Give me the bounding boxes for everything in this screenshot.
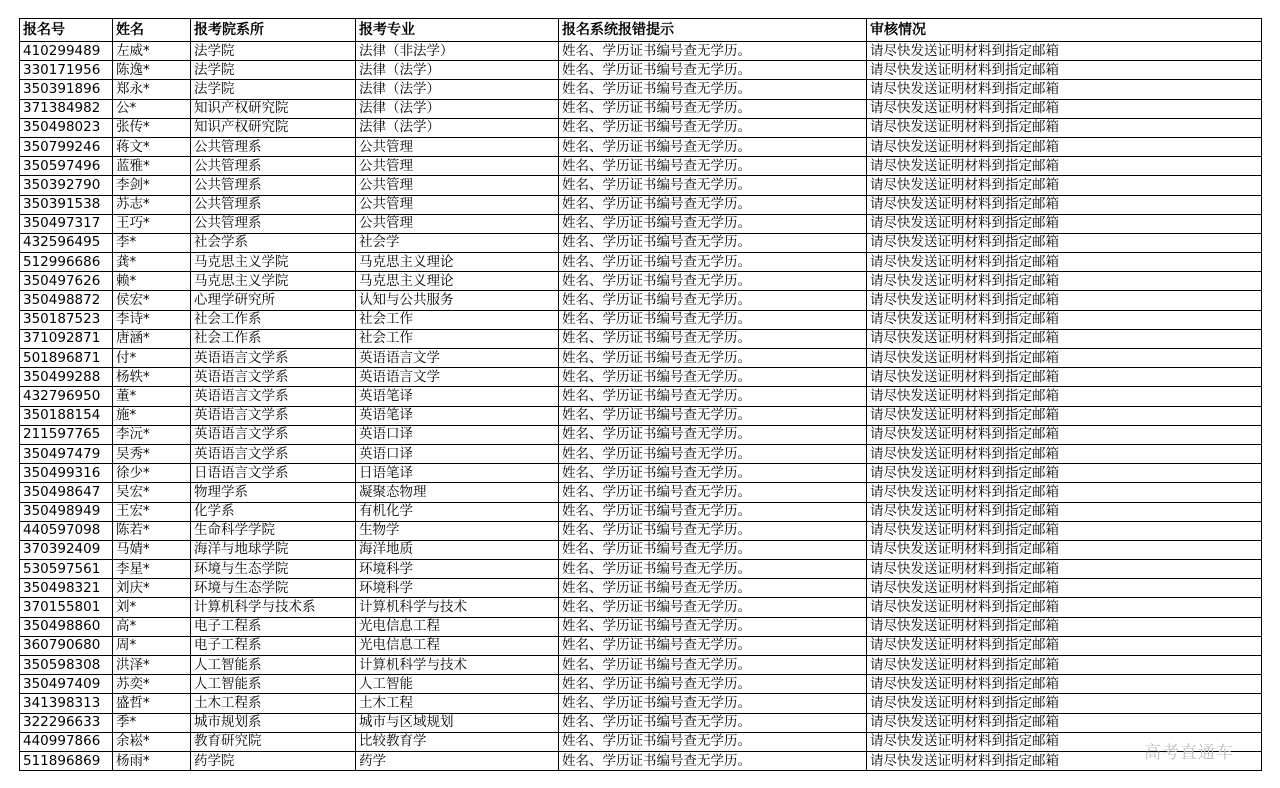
cell-name: 苏志* bbox=[113, 195, 191, 214]
cell-department: 海洋与地球学院 bbox=[191, 540, 356, 559]
cell-name: 徐少* bbox=[113, 464, 191, 483]
cell-department: 法学院 bbox=[191, 42, 356, 61]
table-row bbox=[20, 521, 1262, 540]
cell-major: 法律（法学） bbox=[356, 61, 559, 80]
cell-review-status: 请尽快发送证明材料到指定邮箱 bbox=[867, 540, 1262, 559]
table-row bbox=[20, 540, 1262, 559]
header-review-status: 审核情况 bbox=[867, 19, 1262, 42]
table-row bbox=[20, 579, 1262, 598]
cell-registration-number: 350497409 bbox=[20, 675, 113, 694]
cell-registration-number: 350391896 bbox=[20, 80, 113, 99]
cell-registration-number: 350498860 bbox=[20, 617, 113, 636]
table-row bbox=[20, 214, 1262, 233]
cell-error-message: 姓名、学历证书编号查无学历。 bbox=[559, 99, 867, 118]
cell-name: 苏奕* bbox=[113, 675, 191, 694]
cell-registration-number: 440997866 bbox=[20, 732, 113, 751]
applicant-table-container bbox=[19, 18, 1261, 771]
cell-registration-number: 322296633 bbox=[20, 713, 113, 732]
cell-registration-number: 350392790 bbox=[20, 176, 113, 195]
cell-name: 刘* bbox=[113, 598, 191, 617]
cell-major: 比较教育学 bbox=[356, 732, 559, 751]
table-row bbox=[20, 99, 1262, 118]
cell-registration-number: 512996686 bbox=[20, 253, 113, 272]
cell-registration-number: 350391538 bbox=[20, 195, 113, 214]
cell-name: 陈若* bbox=[113, 521, 191, 540]
cell-major: 公共管理 bbox=[356, 137, 559, 156]
cell-registration-number: 511896869 bbox=[20, 751, 113, 770]
cell-error-message: 姓名、学历证书编号查无学历。 bbox=[559, 406, 867, 425]
cell-name: 盛哲* bbox=[113, 694, 191, 713]
table-row bbox=[20, 751, 1262, 770]
cell-error-message: 姓名、学历证书编号查无学历。 bbox=[559, 732, 867, 751]
cell-department: 公共管理系 bbox=[191, 137, 356, 156]
cell-name: 郑永* bbox=[113, 80, 191, 99]
cell-major: 公共管理 bbox=[356, 157, 559, 176]
cell-review-status: 请尽快发送证明材料到指定邮箱 bbox=[867, 329, 1262, 348]
cell-review-status: 请尽快发送证明材料到指定邮箱 bbox=[867, 310, 1262, 329]
cell-major: 光电信息工程 bbox=[356, 636, 559, 655]
cell-review-status: 请尽快发送证明材料到指定邮箱 bbox=[867, 42, 1262, 61]
cell-name: 赖* bbox=[113, 272, 191, 291]
cell-name: 李* bbox=[113, 233, 191, 252]
header-name: 姓名 bbox=[113, 19, 191, 42]
cell-major: 社会学 bbox=[356, 233, 559, 252]
table-row bbox=[20, 42, 1262, 61]
cell-department: 马克思主义学院 bbox=[191, 272, 356, 291]
cell-name: 吴宏* bbox=[113, 483, 191, 502]
cell-name: 李诗* bbox=[113, 310, 191, 329]
cell-error-message: 姓名、学历证书编号查无学历。 bbox=[559, 540, 867, 559]
cell-department: 社会学系 bbox=[191, 233, 356, 252]
table-row bbox=[20, 387, 1262, 406]
cell-registration-number: 432596495 bbox=[20, 233, 113, 252]
cell-department: 计算机科学与技术系 bbox=[191, 598, 356, 617]
cell-error-message: 姓名、学历证书编号查无学历。 bbox=[559, 483, 867, 502]
cell-registration-number: 350188154 bbox=[20, 406, 113, 425]
cell-major: 土木工程 bbox=[356, 694, 559, 713]
cell-error-message: 姓名、学历证书编号查无学历。 bbox=[559, 598, 867, 617]
watermark: 高考直通车 bbox=[1144, 743, 1234, 763]
cell-name: 李剑* bbox=[113, 176, 191, 195]
cell-department: 化学系 bbox=[191, 502, 356, 521]
cell-department: 法学院 bbox=[191, 61, 356, 80]
table-row bbox=[20, 310, 1262, 329]
cell-department: 环境与生态学院 bbox=[191, 560, 356, 579]
cell-major: 英语笔译 bbox=[356, 387, 559, 406]
cell-error-message: 姓名、学历证书编号查无学历。 bbox=[559, 502, 867, 521]
cell-department: 英语语言文学系 bbox=[191, 406, 356, 425]
cell-major: 英语口译 bbox=[356, 444, 559, 463]
cell-registration-number: 350499288 bbox=[20, 368, 113, 387]
cell-department: 人工智能系 bbox=[191, 656, 356, 675]
cell-registration-number: 350497626 bbox=[20, 272, 113, 291]
cell-review-status: 请尽快发送证明材料到指定邮箱 bbox=[867, 598, 1262, 617]
cell-name: 施* bbox=[113, 406, 191, 425]
cell-major: 城市与区域规划 bbox=[356, 713, 559, 732]
cell-department: 知识产权研究院 bbox=[191, 99, 356, 118]
cell-department: 法学院 bbox=[191, 80, 356, 99]
cell-registration-number: 350498321 bbox=[20, 579, 113, 598]
cell-registration-number: 350498949 bbox=[20, 502, 113, 521]
cell-registration-number: 350598308 bbox=[20, 656, 113, 675]
cell-major: 认知与公共服务 bbox=[356, 291, 559, 310]
cell-error-message: 姓名、学历证书编号查无学历。 bbox=[559, 656, 867, 675]
table-row bbox=[20, 195, 1262, 214]
cell-review-status: 请尽快发送证明材料到指定邮箱 bbox=[867, 751, 1262, 770]
cell-error-message: 姓名、学历证书编号查无学历。 bbox=[559, 80, 867, 99]
cell-review-status: 请尽快发送证明材料到指定邮箱 bbox=[867, 176, 1262, 195]
cell-department: 电子工程系 bbox=[191, 636, 356, 655]
cell-name: 李星* bbox=[113, 560, 191, 579]
cell-name: 洪泽* bbox=[113, 656, 191, 675]
cell-registration-number: 350597496 bbox=[20, 157, 113, 176]
cell-registration-number: 530597561 bbox=[20, 560, 113, 579]
cell-review-status: 请尽快发送证明材料到指定邮箱 bbox=[867, 560, 1262, 579]
cell-review-status: 请尽快发送证明材料到指定邮箱 bbox=[867, 521, 1262, 540]
cell-review-status: 请尽快发送证明材料到指定邮箱 bbox=[867, 425, 1262, 444]
cell-registration-number: 370155801 bbox=[20, 598, 113, 617]
cell-major: 公共管理 bbox=[356, 214, 559, 233]
table-row bbox=[20, 483, 1262, 502]
cell-review-status: 请尽快发送证明材料到指定邮箱 bbox=[867, 656, 1262, 675]
cell-department: 物理学系 bbox=[191, 483, 356, 502]
header-row bbox=[20, 19, 1262, 42]
cell-review-status: 请尽快发送证明材料到指定邮箱 bbox=[867, 61, 1262, 80]
table-row bbox=[20, 253, 1262, 272]
table-header bbox=[20, 19, 1262, 42]
cell-review-status: 请尽快发送证明材料到指定邮箱 bbox=[867, 137, 1262, 156]
header-major: 报考专业 bbox=[356, 19, 559, 42]
cell-major: 英语口译 bbox=[356, 425, 559, 444]
cell-name: 唐涵* bbox=[113, 329, 191, 348]
table-row bbox=[20, 406, 1262, 425]
cell-error-message: 姓名、学历证书编号查无学历。 bbox=[559, 310, 867, 329]
table-body bbox=[20, 42, 1262, 771]
cell-review-status: 请尽快发送证明材料到指定邮箱 bbox=[867, 195, 1262, 214]
table-row bbox=[20, 137, 1262, 156]
cell-department: 生命科学学院 bbox=[191, 521, 356, 540]
cell-department: 人工智能系 bbox=[191, 675, 356, 694]
cell-registration-number: 211597765 bbox=[20, 425, 113, 444]
cell-department: 英语语言文学系 bbox=[191, 368, 356, 387]
cell-major: 英语语言文学 bbox=[356, 349, 559, 368]
cell-name: 张传* bbox=[113, 118, 191, 137]
cell-review-status: 请尽快发送证明材料到指定邮箱 bbox=[867, 483, 1262, 502]
cell-major: 日语笔译 bbox=[356, 464, 559, 483]
cell-name: 左威* bbox=[113, 42, 191, 61]
cell-error-message: 姓名、学历证书编号查无学历。 bbox=[559, 176, 867, 195]
cell-major: 英语笔译 bbox=[356, 406, 559, 425]
cell-error-message: 姓名、学历证书编号查无学历。 bbox=[559, 214, 867, 233]
cell-registration-number: 350187523 bbox=[20, 310, 113, 329]
cell-review-status: 请尽快发送证明材料到指定邮箱 bbox=[867, 406, 1262, 425]
cell-error-message: 姓名、学历证书编号查无学历。 bbox=[559, 349, 867, 368]
cell-review-status: 请尽快发送证明材料到指定邮箱 bbox=[867, 694, 1262, 713]
cell-review-status: 请尽快发送证明材料到指定邮箱 bbox=[867, 233, 1262, 252]
cell-error-message: 姓名、学历证书编号查无学历。 bbox=[559, 464, 867, 483]
cell-review-status: 请尽快发送证明材料到指定邮箱 bbox=[867, 157, 1262, 176]
cell-error-message: 姓名、学历证书编号查无学历。 bbox=[559, 253, 867, 272]
cell-department: 环境与生态学院 bbox=[191, 579, 356, 598]
cell-review-status: 请尽快发送证明材料到指定邮箱 bbox=[867, 387, 1262, 406]
cell-error-message: 姓名、学历证书编号查无学历。 bbox=[559, 425, 867, 444]
cell-review-status: 请尽快发送证明材料到指定邮箱 bbox=[867, 675, 1262, 694]
cell-review-status: 请尽快发送证明材料到指定邮箱 bbox=[867, 444, 1262, 463]
cell-error-message: 姓名、学历证书编号查无学历。 bbox=[559, 61, 867, 80]
cell-major: 药学 bbox=[356, 751, 559, 770]
cell-error-message: 姓名、学历证书编号查无学历。 bbox=[559, 579, 867, 598]
cell-major: 英语语言文学 bbox=[356, 368, 559, 387]
cell-major: 计算机科学与技术 bbox=[356, 598, 559, 617]
cell-department: 英语语言文学系 bbox=[191, 425, 356, 444]
cell-error-message: 姓名、学历证书编号查无学历。 bbox=[559, 272, 867, 291]
table-row bbox=[20, 636, 1262, 655]
cell-name: 董* bbox=[113, 387, 191, 406]
cell-review-status: 请尽快发送证明材料到指定邮箱 bbox=[867, 99, 1262, 118]
cell-review-status: 请尽快发送证明材料到指定邮箱 bbox=[867, 368, 1262, 387]
cell-review-status: 请尽快发送证明材料到指定邮箱 bbox=[867, 291, 1262, 310]
cell-error-message: 姓名、学历证书编号查无学历。 bbox=[559, 118, 867, 137]
cell-major: 公共管理 bbox=[356, 176, 559, 195]
table-row bbox=[20, 732, 1262, 751]
cell-registration-number: 350498023 bbox=[20, 118, 113, 137]
table-row bbox=[20, 118, 1262, 137]
cell-registration-number: 410299489 bbox=[20, 42, 113, 61]
cell-registration-number: 350799246 bbox=[20, 137, 113, 156]
cell-error-message: 姓名、学历证书编号查无学历。 bbox=[559, 195, 867, 214]
cell-name: 杨雨* bbox=[113, 751, 191, 770]
cell-major: 有机化学 bbox=[356, 502, 559, 521]
cell-error-message: 姓名、学历证书编号查无学历。 bbox=[559, 233, 867, 252]
cell-name: 马婧* bbox=[113, 540, 191, 559]
cell-department: 公共管理系 bbox=[191, 176, 356, 195]
cell-registration-number: 440597098 bbox=[20, 521, 113, 540]
cell-name: 龚* bbox=[113, 253, 191, 272]
cell-major: 社会工作 bbox=[356, 310, 559, 329]
cell-department: 公共管理系 bbox=[191, 157, 356, 176]
table-row bbox=[20, 368, 1262, 387]
cell-registration-number: 350499316 bbox=[20, 464, 113, 483]
cell-name: 杨轶* bbox=[113, 368, 191, 387]
cell-name: 蓝雅* bbox=[113, 157, 191, 176]
cell-error-message: 姓名、学历证书编号查无学历。 bbox=[559, 291, 867, 310]
table-row bbox=[20, 675, 1262, 694]
table-row bbox=[20, 444, 1262, 463]
cell-registration-number: 370392409 bbox=[20, 540, 113, 559]
cell-name: 王宏* bbox=[113, 502, 191, 521]
cell-department: 教育研究院 bbox=[191, 732, 356, 751]
cell-department: 公共管理系 bbox=[191, 195, 356, 214]
table-row bbox=[20, 560, 1262, 579]
cell-review-status: 请尽快发送证明材料到指定邮箱 bbox=[867, 80, 1262, 99]
header-registration-number: 报名号 bbox=[20, 19, 113, 42]
table-row bbox=[20, 502, 1262, 521]
table-row bbox=[20, 425, 1262, 444]
cell-review-status: 请尽快发送证明材料到指定邮箱 bbox=[867, 713, 1262, 732]
table-row bbox=[20, 80, 1262, 99]
cell-name: 刘庆* bbox=[113, 579, 191, 598]
table-row bbox=[20, 598, 1262, 617]
cell-review-status: 请尽快发送证明材料到指定邮箱 bbox=[867, 502, 1262, 521]
cell-department: 公共管理系 bbox=[191, 214, 356, 233]
cell-registration-number: 341398313 bbox=[20, 694, 113, 713]
cell-department: 社会工作系 bbox=[191, 310, 356, 329]
cell-review-status: 请尽快发送证明材料到指定邮箱 bbox=[867, 272, 1262, 291]
cell-error-message: 姓名、学历证书编号查无学历。 bbox=[559, 521, 867, 540]
cell-department: 社会工作系 bbox=[191, 329, 356, 348]
cell-review-status: 请尽快发送证明材料到指定邮箱 bbox=[867, 732, 1262, 751]
cell-registration-number: 432796950 bbox=[20, 387, 113, 406]
cell-error-message: 姓名、学历证书编号查无学历。 bbox=[559, 617, 867, 636]
cell-error-message: 姓名、学历证书编号查无学历。 bbox=[559, 157, 867, 176]
cell-department: 电子工程系 bbox=[191, 617, 356, 636]
table-row bbox=[20, 272, 1262, 291]
cell-error-message: 姓名、学历证书编号查无学历。 bbox=[559, 329, 867, 348]
cell-department: 英语语言文学系 bbox=[191, 349, 356, 368]
table-row bbox=[20, 329, 1262, 348]
cell-name: 侯宏* bbox=[113, 291, 191, 310]
cell-name: 高* bbox=[113, 617, 191, 636]
cell-review-status: 请尽快发送证明材料到指定邮箱 bbox=[867, 253, 1262, 272]
cell-name: 季* bbox=[113, 713, 191, 732]
table-row bbox=[20, 464, 1262, 483]
cell-error-message: 姓名、学历证书编号查无学历。 bbox=[559, 751, 867, 770]
applicant-table bbox=[19, 18, 1262, 771]
cell-review-status: 请尽快发送证明材料到指定邮箱 bbox=[867, 464, 1262, 483]
cell-review-status: 请尽快发送证明材料到指定邮箱 bbox=[867, 214, 1262, 233]
cell-review-status: 请尽快发送证明材料到指定邮箱 bbox=[867, 636, 1262, 655]
cell-name: 付* bbox=[113, 349, 191, 368]
cell-department: 日语语言文学系 bbox=[191, 464, 356, 483]
table-row bbox=[20, 617, 1262, 636]
cell-department: 英语语言文学系 bbox=[191, 387, 356, 406]
cell-registration-number: 350498872 bbox=[20, 291, 113, 310]
cell-department: 土木工程系 bbox=[191, 694, 356, 713]
cell-major: 法律（法学） bbox=[356, 80, 559, 99]
cell-name: 余崧* bbox=[113, 732, 191, 751]
cell-department: 心理学研究所 bbox=[191, 291, 356, 310]
cell-major: 马克思主义理论 bbox=[356, 253, 559, 272]
cell-major: 环境科学 bbox=[356, 579, 559, 598]
cell-department: 药学院 bbox=[191, 751, 356, 770]
cell-name: 公* bbox=[113, 99, 191, 118]
cell-error-message: 姓名、学历证书编号查无学历。 bbox=[559, 675, 867, 694]
cell-name: 蒋文* bbox=[113, 137, 191, 156]
cell-major: 环境科学 bbox=[356, 560, 559, 579]
cell-error-message: 姓名、学历证书编号查无学历。 bbox=[559, 137, 867, 156]
table-row bbox=[20, 61, 1262, 80]
cell-major: 人工智能 bbox=[356, 675, 559, 694]
table-row bbox=[20, 233, 1262, 252]
cell-major: 生物学 bbox=[356, 521, 559, 540]
cell-name: 吴秀* bbox=[113, 444, 191, 463]
cell-major: 马克思主义理论 bbox=[356, 272, 559, 291]
cell-review-status: 请尽快发送证明材料到指定邮箱 bbox=[867, 349, 1262, 368]
cell-major: 海洋地质 bbox=[356, 540, 559, 559]
cell-error-message: 姓名、学历证书编号查无学历。 bbox=[559, 444, 867, 463]
header-department: 报考院系所 bbox=[191, 19, 356, 42]
cell-major: 法律（法学） bbox=[356, 99, 559, 118]
cell-error-message: 姓名、学历证书编号查无学历。 bbox=[559, 387, 867, 406]
cell-review-status: 请尽快发送证明材料到指定邮箱 bbox=[867, 118, 1262, 137]
cell-name: 李沅* bbox=[113, 425, 191, 444]
cell-registration-number: 350497479 bbox=[20, 444, 113, 463]
table-row bbox=[20, 291, 1262, 310]
cell-major: 计算机科学与技术 bbox=[356, 656, 559, 675]
cell-registration-number: 501896871 bbox=[20, 349, 113, 368]
cell-registration-number: 330171956 bbox=[20, 61, 113, 80]
cell-error-message: 姓名、学历证书编号查无学历。 bbox=[559, 713, 867, 732]
cell-error-message: 姓名、学历证书编号查无学历。 bbox=[559, 42, 867, 61]
cell-error-message: 姓名、学历证书编号查无学历。 bbox=[559, 368, 867, 387]
cell-major: 公共管理 bbox=[356, 195, 559, 214]
cell-name: 陈逸* bbox=[113, 61, 191, 80]
cell-review-status: 请尽快发送证明材料到指定邮箱 bbox=[867, 617, 1262, 636]
table-row bbox=[20, 713, 1262, 732]
cell-major: 凝聚态物理 bbox=[356, 483, 559, 502]
table-row bbox=[20, 694, 1262, 713]
cell-error-message: 姓名、学历证书编号查无学历。 bbox=[559, 636, 867, 655]
table-row bbox=[20, 656, 1262, 675]
table-row bbox=[20, 349, 1262, 368]
cell-registration-number: 350497317 bbox=[20, 214, 113, 233]
cell-registration-number: 371384982 bbox=[20, 99, 113, 118]
cell-name: 王巧* bbox=[113, 214, 191, 233]
cell-error-message: 姓名、学历证书编号查无学历。 bbox=[559, 694, 867, 713]
cell-review-status: 请尽快发送证明材料到指定邮箱 bbox=[867, 579, 1262, 598]
cell-major: 法律（非法学） bbox=[356, 42, 559, 61]
cell-error-message: 姓名、学历证书编号查无学历。 bbox=[559, 560, 867, 579]
cell-major: 法律（法学） bbox=[356, 118, 559, 137]
cell-department: 英语语言文学系 bbox=[191, 444, 356, 463]
table-row bbox=[20, 176, 1262, 195]
cell-registration-number: 350498647 bbox=[20, 483, 113, 502]
cell-registration-number: 360790680 bbox=[20, 636, 113, 655]
cell-department: 城市规划系 bbox=[191, 713, 356, 732]
table-row bbox=[20, 157, 1262, 176]
cell-major: 社会工作 bbox=[356, 329, 559, 348]
cell-major: 光电信息工程 bbox=[356, 617, 559, 636]
cell-department: 马克思主义学院 bbox=[191, 253, 356, 272]
cell-registration-number: 371092871 bbox=[20, 329, 113, 348]
cell-department: 知识产权研究院 bbox=[191, 118, 356, 137]
cell-name: 周* bbox=[113, 636, 191, 655]
header-error-message: 报名系统报错提示 bbox=[559, 19, 867, 42]
